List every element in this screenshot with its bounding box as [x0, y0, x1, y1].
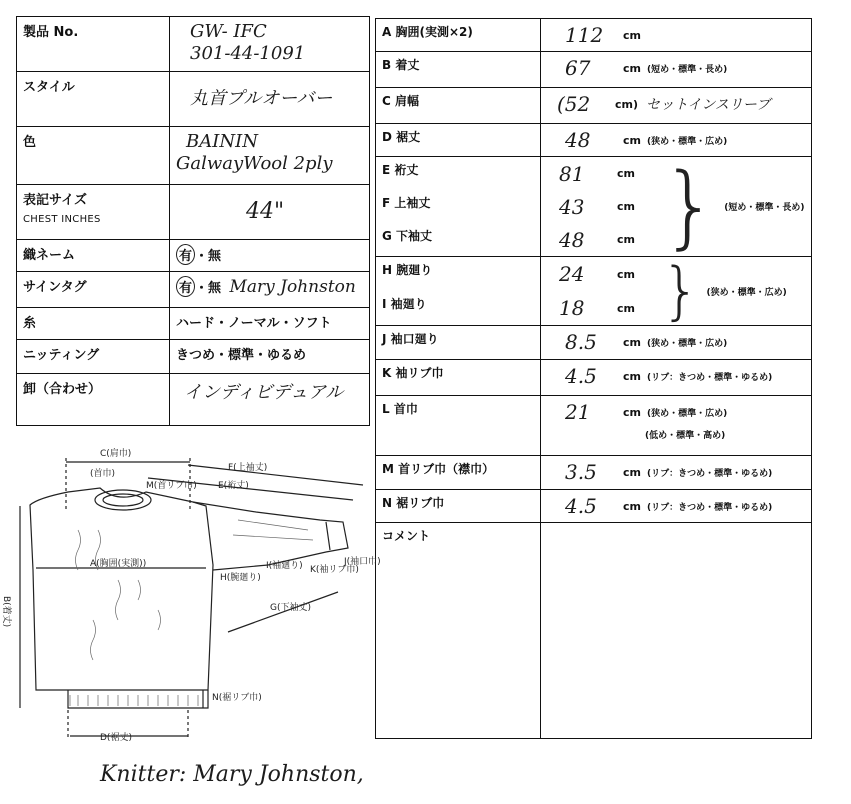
- value-i: 18: [559, 296, 585, 320]
- value-m: 3.5: [565, 460, 597, 484]
- dim-label-d: D(裾丈): [100, 733, 132, 743]
- value-size: 44": [170, 185, 370, 240]
- value-b: 67: [565, 56, 591, 80]
- dim-label-b: B(着丈): [1, 596, 11, 628]
- dim-label-k: K(袖リブ巾): [310, 565, 359, 575]
- value-product-no: GW- IFC 301-44-1091: [170, 17, 370, 72]
- value-sign-tag: 有 ・無 Mary Johnston: [170, 272, 370, 308]
- dim-label-j: J(袖口巾): [344, 557, 381, 567]
- dim-label-e: E(裄丈): [218, 481, 249, 491]
- dim-label-i: I(袖廻り): [266, 561, 303, 571]
- dim-label-m: M(首リブ巾): [146, 481, 197, 491]
- value-comment: [541, 523, 812, 739]
- value-wholesale: インディビデュアル: [170, 374, 370, 426]
- product-info-table: [16, 16, 370, 426]
- value-k: 4.5: [565, 364, 597, 388]
- label-knitting: ニッティング: [17, 340, 170, 374]
- label-hi: H 腕廻り I 袖廻り: [376, 257, 541, 326]
- label-m: M 首リブ巾（襟巾）: [376, 456, 541, 490]
- value-hi: 24 cm 18 cm } (狭め・標準・広め): [541, 257, 812, 326]
- label-comment: コメント: [376, 523, 541, 739]
- value-h: 24: [559, 262, 585, 286]
- value-yarn: ハード・ノーマル・ソフト: [170, 308, 370, 340]
- label-wholesale: 卸（合わせ）: [17, 374, 170, 426]
- value-j: 8.5: [565, 330, 597, 354]
- label-b: B 着丈: [376, 52, 541, 88]
- sweater-sleeve: [193, 502, 348, 570]
- label-l: L 首巾: [376, 396, 541, 456]
- value-style: 丸首プルオーバー: [170, 72, 370, 127]
- label-a: A 胸囲(実測×2): [376, 19, 541, 52]
- value-woven-name: 有 ・無: [170, 240, 370, 272]
- brace-hi: }: [661, 254, 701, 327]
- sweater-diagram: [1, 440, 381, 750]
- dim-label-h: H(腕廻り): [220, 573, 261, 583]
- dim-label-l: (首巾): [90, 469, 116, 479]
- label-j: J 袖口廻り: [376, 326, 541, 360]
- label-k: K 袖リブ巾: [376, 360, 541, 396]
- label-efg: E 裄丈 F 上袖丈 G 下袖丈: [376, 157, 541, 257]
- label-c: C 肩幅: [376, 88, 541, 124]
- label-color: 色: [17, 127, 170, 185]
- dim-label-c: C(肩巾): [100, 449, 132, 459]
- dim-label-g: G(下袖丈): [270, 603, 311, 613]
- label-product-no: 製品 No.: [17, 17, 170, 72]
- measurement-table: A 胸囲(実測×2) 112 cm B 着丈 67 cm (短め・標準・長め) C 肩幅 (52 cm) セットインスリーブ D 裾丈 48 cm (狭め・標準・広め) E 裄丈 F 上袖丈 G 下袖丈 81 cm 43 cm 48 cm } (短め・標準・長め) H 腕廻り I 袖廻り 24 cm 18 cm } (狭め・標準・広め) J 袖口廻り 8.5 cm (狭め・標準・広め) K 袖リブ巾 4.5 cm (リブ：きつめ・標準・ゆるめ) L 首巾 21 cm (狭め・標準・広め) (低め・標準・高め) M 首リブ巾（襟巾） 3.5 cm (リブ：きつめ・標準・ゆるめ) N 裾リブ巾 4.5 cm (リブ：きつめ・標準・ゆるめ) コメント: [375, 18, 812, 739]
- value-c: (52: [557, 92, 591, 116]
- label-n: N 裾リブ巾: [376, 490, 541, 523]
- label-style: スタイル: [17, 72, 170, 127]
- value-d: 48: [565, 128, 591, 152]
- label-d: D 裾丈: [376, 124, 541, 157]
- value-l: 21: [565, 400, 591, 424]
- value-efg: 81 cm 43 cm 48 cm } (短め・標準・長め): [541, 157, 812, 257]
- label-yarn: 糸: [17, 308, 170, 340]
- knitter-signature: Knitter: Mary Johnston,: [100, 762, 364, 787]
- value-n: 4.5: [565, 494, 597, 518]
- label-sign-tag: サインタグ: [17, 272, 170, 308]
- label-woven-name: 織ネーム: [17, 240, 170, 272]
- dim-label-f: F(上袖丈): [228, 463, 268, 473]
- brace-efg: }: [661, 153, 719, 259]
- dim-label-n: N(裾リブ巾): [212, 693, 262, 703]
- value-color: BAININ GalwayWool 2ply: [170, 127, 370, 185]
- sweater-body: [30, 488, 213, 690]
- value-f: 43: [559, 194, 585, 219]
- label-size: 表記サイズ CHEST INCHES: [17, 185, 170, 240]
- value-g: 48: [559, 227, 585, 252]
- value-knitting: きつめ・標準・ゆるめ: [170, 340, 370, 374]
- dim-label-a: A(胸囲(実測)): [90, 559, 147, 569]
- value-a: 112: [565, 23, 604, 47]
- value-e: 81: [559, 161, 585, 186]
